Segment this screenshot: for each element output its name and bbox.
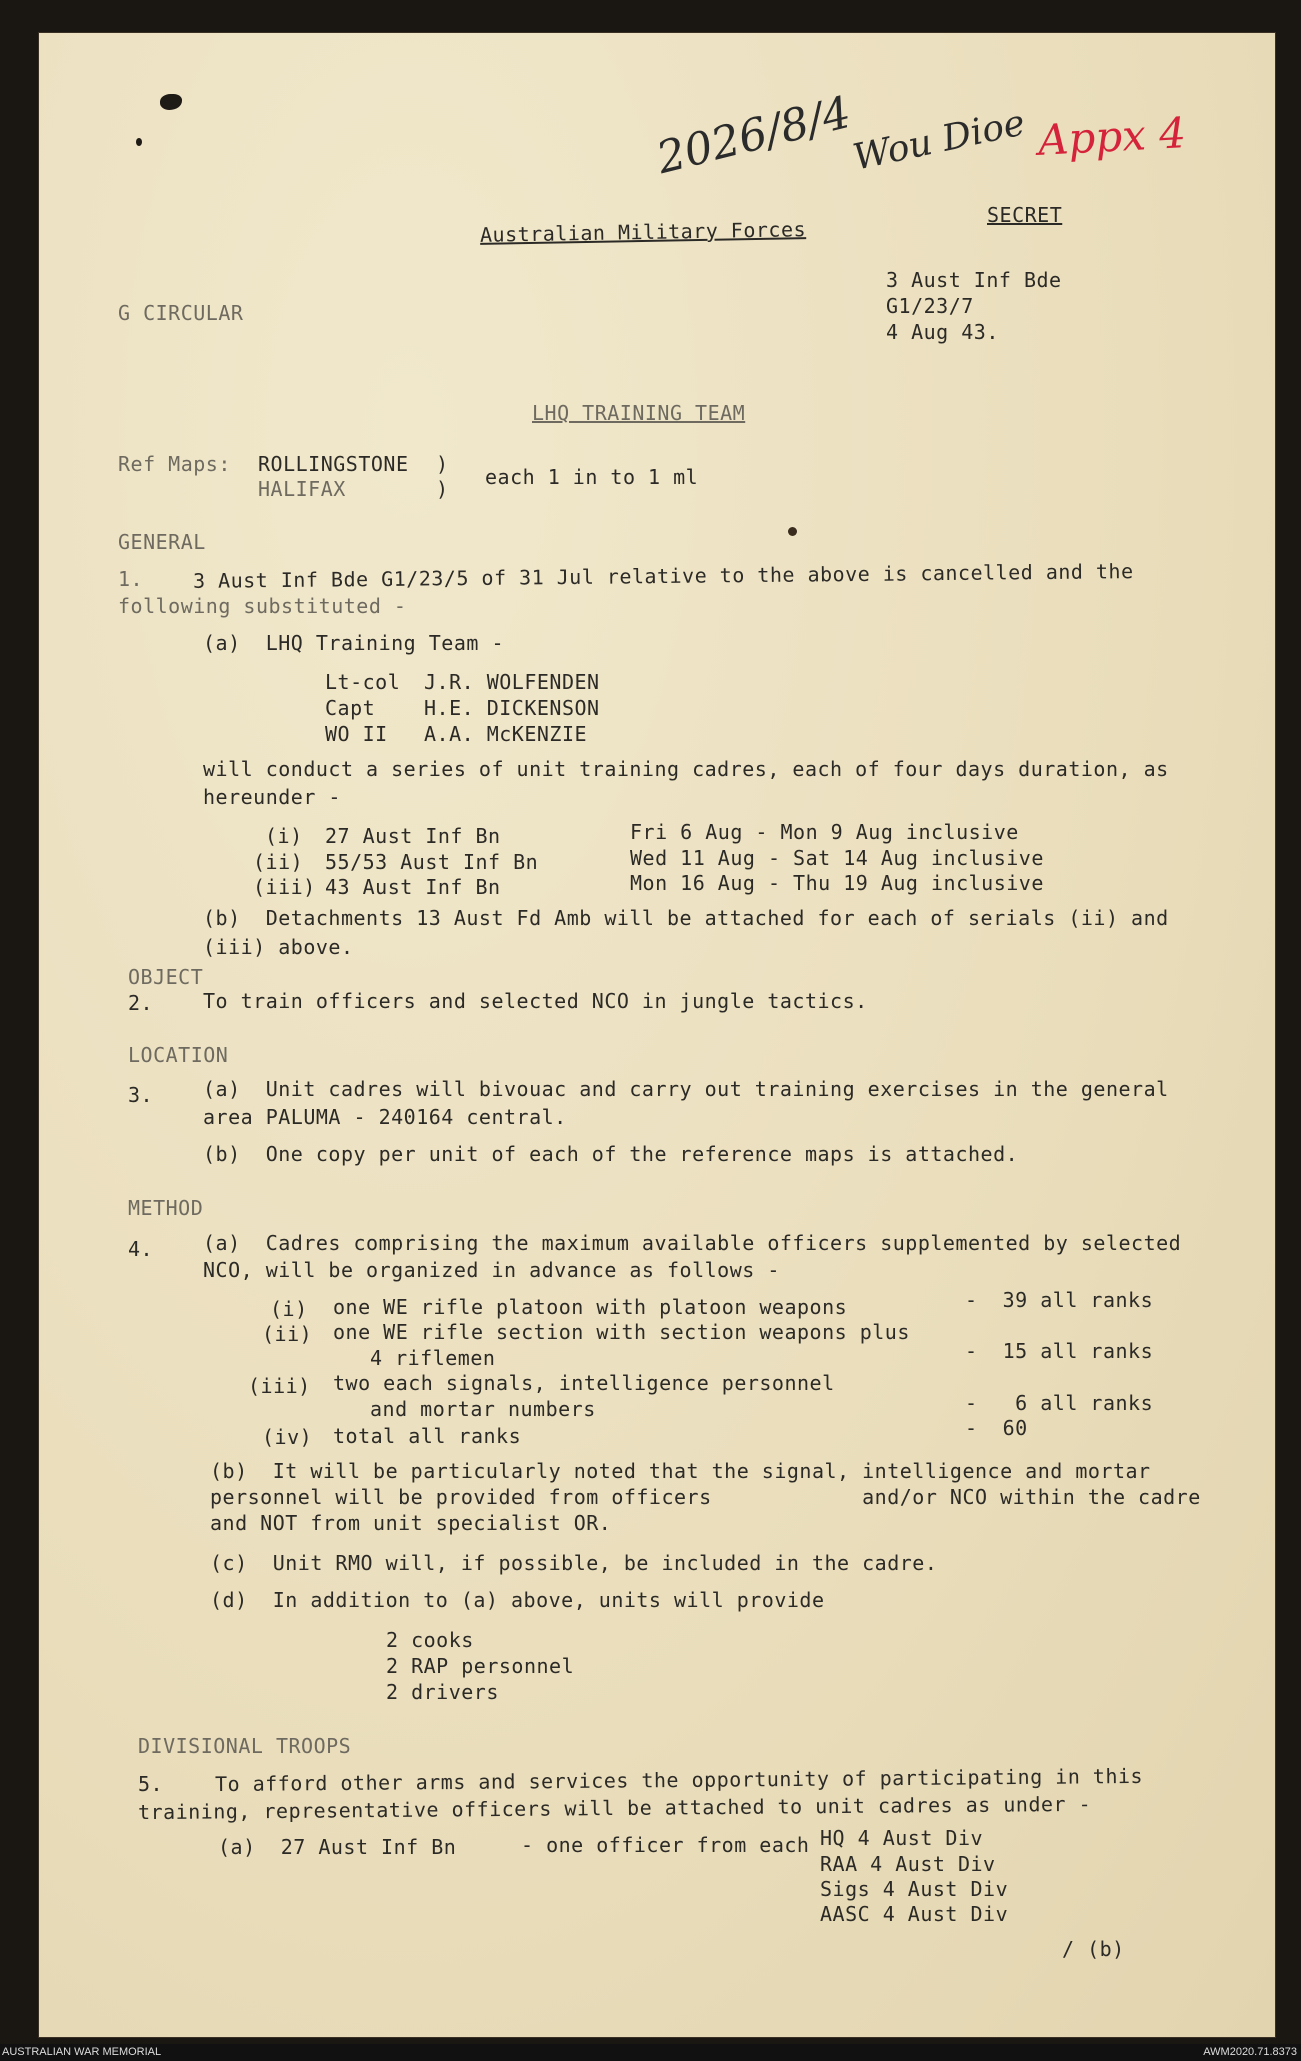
team-name: J.R. WOLFENDEN [424,670,600,694]
para-text: (b) Detachments 13 Aust Fd Amb will be attached for each of serials (ii) and [203,906,1169,930]
attach-item: Sigs 4 Aust Div [820,1877,1009,1901]
schedule-num: (i) [265,824,303,848]
handwritten-appendix: Appx 4 [1036,108,1188,165]
method-item-text: one WE rifle platoon with platoon weapons [333,1295,848,1319]
ref-line: 3 Aust Inf Bde [886,268,1062,292]
schedule-dates: Mon 16 Aug - Thu 19 Aug inclusive [630,871,1044,895]
team-name: H.E. DICKENSON [424,696,600,720]
attach-item: RAA 4 Aust Div [820,1852,996,1876]
para-number: 2. [128,991,154,1015]
method-item-qty: - 60 [965,1416,1028,1440]
schedule-dates: Wed 11 Aug - Sat 14 Aug inclusive [630,846,1044,870]
bracket: ) [436,477,449,501]
team-rank: Lt-col [325,670,401,694]
para-text: will conduct a series of unit training cadres, each of four days duration, as [203,757,1169,781]
footer-left: AUSTRALIAN WAR MEMORIAL [2,2046,162,2058]
section-heading-method: METHOD [128,1196,204,1220]
map-name: ROLLINGSTONE [258,452,409,476]
para-text: (a) Unit cadres will bivouac and carry out training exercises in the general [203,1077,1169,1101]
continuation-mark: / (b) [1062,1937,1125,1961]
method-item-num: (ii) [262,1322,313,1346]
provide-item: 2 cooks [386,1628,474,1652]
footer-right: AWM2020.71.8373 [1203,2046,1297,2058]
section-heading-div-troops: DIVISIONAL TROOPS [138,1734,352,1758]
para-text: personnel will be provided from officers and/or NCO within the cadre [210,1485,1201,1509]
org-heading: Australian Military Forces [479,217,807,247]
para-text: and NOT from unit specialist OR. [210,1511,612,1535]
para-text: (iii) above. [203,935,354,959]
schedule-unit: 27 Aust Inf Bn [325,824,501,848]
para-text: (b) One copy per unit of each of the reference maps is attached. [203,1142,1019,1166]
para-number: 1. [118,567,144,591]
method-item-text: and mortar numbers [370,1397,596,1421]
provide-item: 2 drivers [386,1680,499,1704]
para-text: hereunder - [203,785,341,809]
para-text: 3 Aust Inf Bde G1/23/5 of 31 Jul relative to the above is cancelled and the [192,559,1134,593]
method-item-qty: - 6 all ranks [965,1391,1154,1415]
para-text: (c) Unit RMO will, if possible, be included in the cadre. [210,1551,938,1575]
method-item-text: 4 riflemen [370,1346,496,1370]
team-rank: WO II [325,722,388,746]
attach-item: AASC 4 Aust Div [820,1902,1009,1926]
ref-maps-label: Ref Maps: [118,452,231,476]
method-item-qty: - 15 all ranks [965,1339,1154,1363]
team-name: A.A. McKENZIE [424,722,588,746]
schedule-unit: 55/53 Aust Inf Bn [325,850,539,874]
para-number: 4. [128,1237,154,1261]
section-heading-object: OBJECT [128,965,204,989]
attach-unit: (a) 27 Aust Inf Bn [218,1835,457,1859]
ink-blot [136,138,142,146]
method-item-qty: - 39 all ranks [965,1288,1154,1312]
para-text: To train officers and selected NCO in jungle tactics. [203,989,868,1013]
schedule-dates: Fri 6 Aug - Mon 9 Aug inclusive [630,820,1019,844]
method-item-num: (i) [270,1297,308,1321]
schedule-num: (iii) [253,875,316,899]
attach-text: - one officer from each [521,1833,810,1857]
schedule-unit: 43 Aust Inf Bn [325,875,501,899]
document-title: LHQ TRAINING TEAM [532,401,746,425]
schedule-num: (ii) [253,850,304,874]
para-text: training, representative officers will be attached to unit cadres as under - [137,1791,1092,1825]
map-name: HALIFAX [258,477,346,501]
para-number: 5. [138,1772,164,1796]
method-item-num: (iv) [262,1425,313,1449]
ink-spot [788,527,797,536]
method-item-text: two each signals, intelligence personnel [333,1371,835,1395]
section-heading-general: GENERAL [118,530,206,554]
footer-bar [0,2044,1301,2061]
ref-line: G1/23/7 [886,294,974,318]
para-text: (a) LHQ Training Team - [203,631,504,655]
method-item-text: one WE rifle section with section weapons plus [333,1320,910,1344]
map-scale: each 1 in to 1 ml [485,465,699,489]
section-heading-location: LOCATION [128,1043,229,1067]
handwritten-file-ref: 2026/8/4 [651,86,856,185]
attach-item: HQ 4 Aust Div [820,1826,984,1850]
para-text: To afford other arms and services the opportunity of participating in this [214,1763,1144,1797]
para-text: following substituted - [118,594,407,618]
para-text: (a) Cadres comprising the maximum available officers supplemented by selected [203,1231,1182,1255]
method-item-num: (iii) [248,1374,311,1398]
para-number: 3. [128,1083,154,1107]
method-item-text: total all ranks [333,1424,522,1448]
circular-label: G CIRCULAR [118,301,244,325]
para-text: (d) In addition to (a) above, units will provide [210,1588,825,1612]
para-text: NCO, will be organized in advance as follows - [203,1258,780,1282]
ref-line: 4 Aug 43. [886,320,999,344]
team-rank: Capt [325,696,376,720]
classification: SECRET [987,203,1063,227]
handwritten-note: Wou Dioe [849,102,1029,179]
bracket: ) [436,452,449,476]
para-text: (b) It will be particularly noted that the signal, intelligence and mortar [210,1459,1151,1483]
para-text: area PALUMA - 240164 central. [203,1105,567,1129]
provide-item: 2 RAP personnel [386,1654,575,1678]
